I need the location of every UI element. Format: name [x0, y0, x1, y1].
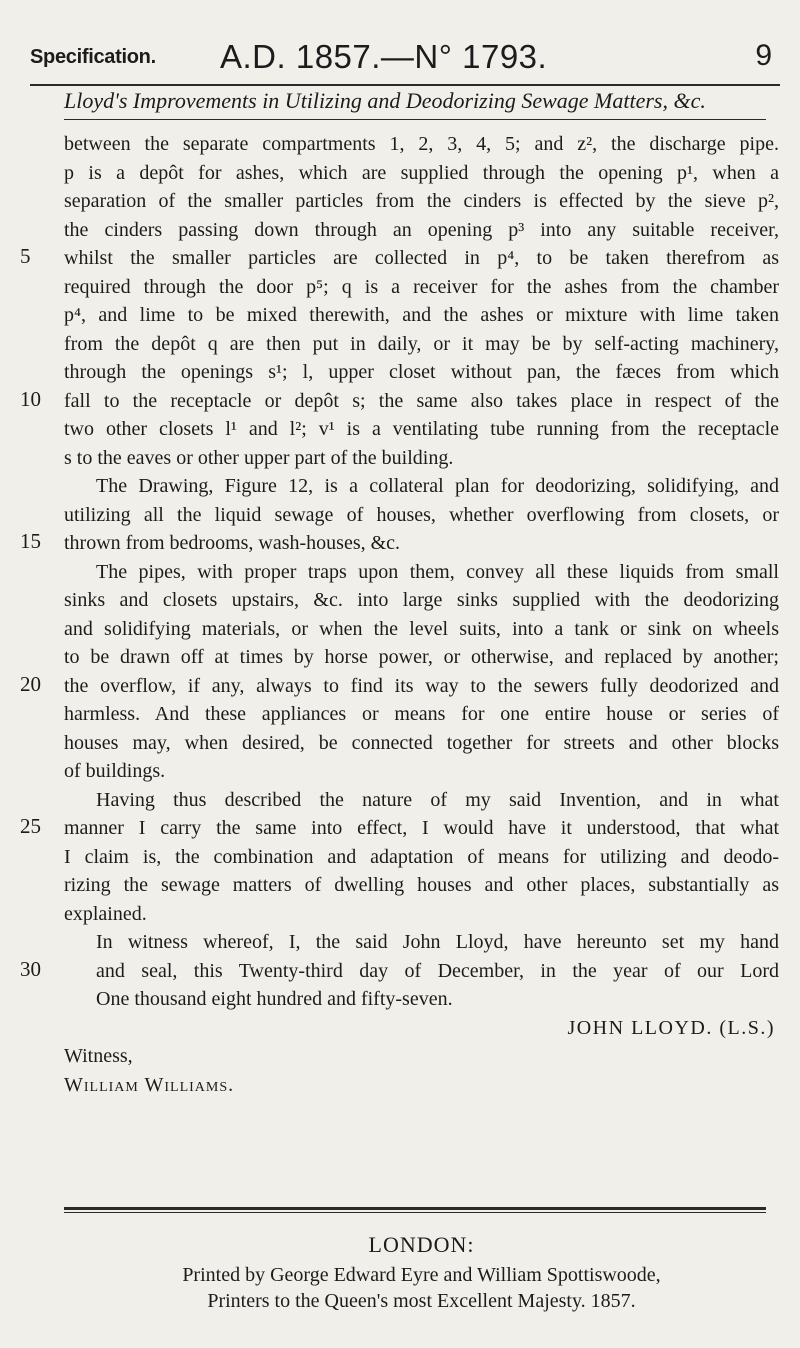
- line-text: from the depôt q are then put in daily, or it may be by self-acting machinery,: [64, 332, 779, 355]
- text-line: [20, 814, 779, 843]
- text-line: [64, 586, 779, 615]
- line-text: sinks and closets upstairs, &c. into large sinks supplied with the deodorizing: [64, 589, 779, 611]
- text-line: [64, 415, 779, 444]
- line-text: whilst the smaller particles are collected in p⁴, to be taken therefrom as: [64, 247, 779, 269]
- line-text: manner I carry the same into effect, I would have it understood, that what: [64, 817, 779, 839]
- header-rule: [30, 84, 780, 86]
- text-line: [64, 900, 779, 929]
- text-line: [64, 985, 779, 1014]
- line-text: The Drawing, Figure 12, is a collateral plan for deodorizing, solidifying, and: [96, 475, 779, 497]
- footer-printed-by: Printed by George Edward Eyre and William Spottiswoode,: [182, 1264, 661, 1286]
- line-text: thrown from bedrooms, wash-houses, &c.: [64, 532, 401, 554]
- line-number: 10: [20, 386, 41, 411]
- text-line: [64, 871, 779, 900]
- text-line: [64, 757, 779, 786]
- line-number: 5: [20, 244, 31, 268]
- text-line: [64, 700, 779, 729]
- line-text: rizing the sewage matters of dwelling houses and other places, substantially as: [64, 874, 779, 896]
- line-text: two other closets l¹ and l²; v¹ is a ventilating tube running from the receptacle: [64, 418, 779, 440]
- line-text: p is a depôt for ashes, which are supplied through the opening p¹, when a: [64, 161, 779, 184]
- text-line: [64, 159, 779, 188]
- line-text: of buildings.: [64, 760, 166, 782]
- text-line: [64, 472, 779, 501]
- text-line: [64, 928, 779, 957]
- line-text: harmless. And these appliances or means for one entire house or series of: [64, 703, 779, 725]
- header-specification-label: Specification.: [30, 46, 156, 68]
- line-number: 20: [20, 671, 41, 696]
- text-line: [64, 615, 779, 644]
- line-text: through the openings s¹; l, upper closet without pan, the fæces from which: [64, 361, 779, 383]
- text-line: [64, 187, 779, 216]
- body-text: [20, 130, 779, 1099]
- line-text: required through the door p⁵; q is a receiver for the ashes from the chamber: [64, 275, 779, 298]
- line-text: One thousand eight hundred and fifty-seven.: [96, 988, 453, 1010]
- text-line: [64, 130, 779, 159]
- text-line: [20, 529, 779, 558]
- line-text: The pipes, with proper traps upon them, convey all these liquids from small: [96, 560, 779, 583]
- text-line: [64, 358, 779, 387]
- witness-name: William Williams.: [64, 1073, 235, 1096]
- text-line: [64, 444, 779, 473]
- witness-label: Witness,: [64, 1045, 133, 1067]
- text-line: [64, 643, 779, 672]
- line-text: fall to the receptacle or depôt s; the same also takes place in respect of the: [64, 389, 779, 412]
- line-number: 30: [20, 956, 41, 981]
- line-text: the cinders passing down through an opening p³ into any suitable receiver,: [64, 218, 779, 241]
- text-line: [64, 729, 779, 758]
- footer-place: LONDON:: [368, 1232, 475, 1257]
- footer-printers: Printers to the Queen's most Excellent Majesty. 1857.: [207, 1290, 636, 1312]
- text-line: [64, 216, 779, 245]
- footer-rule-thick: [64, 1207, 766, 1210]
- line-text: I claim is, the combination and adaptation of means for utilizing and deodo-: [64, 845, 779, 868]
- line-number: 25: [20, 814, 41, 838]
- text-line: [20, 386, 779, 416]
- line-text: and solidifying materials, or when the level suits, into a tank or sink on wheels: [64, 617, 779, 640]
- text-line: [64, 558, 779, 587]
- line-text: and seal, this Twenty-third day of December, in the year of our Lord: [96, 959, 779, 982]
- line-text: p⁴, and lime to be mixed therewith, and the ashes or mixture with lime taken: [64, 304, 779, 326]
- text-line: [64, 330, 779, 359]
- printer-footer: [64, 1232, 779, 1314]
- signature: JOHN LLOYD. (L.S.): [567, 1016, 775, 1039]
- line-number: 15: [20, 529, 41, 553]
- line-text: to be drawn off at times by horse power, or otherwise, and replaced by another;: [64, 646, 779, 668]
- text-line: [64, 501, 779, 530]
- text-line: [64, 301, 779, 330]
- header-title: A.D. 1857.—N° 1793.: [220, 38, 548, 75]
- page-header: [30, 38, 782, 78]
- text-line: [64, 843, 779, 872]
- line-text: between the separate compartments 1, 2, 3, 4, 5; and z², the discharge pipe.: [64, 133, 779, 155]
- line-text: Having thus described the nature of my said Invention, and in what: [96, 788, 779, 811]
- text-line: [64, 273, 779, 302]
- running-title-rule: [64, 119, 766, 120]
- text-line: [64, 786, 779, 815]
- text-line: [20, 671, 779, 701]
- page-number: 9: [755, 39, 772, 72]
- line-text: In witness whereof, I, the said John Lloyd, have hereunto set my hand: [96, 931, 779, 953]
- line-text: utilizing all the liquid sewage of houses, whether overflowing from closets, or: [64, 503, 779, 526]
- line-text: separation of the smaller particles from the cinders is effected by the sieve p²,: [64, 190, 779, 212]
- line-text: s to the eaves or other upper part of the building.: [64, 446, 454, 469]
- line-text: explained.: [64, 902, 147, 925]
- line-text: houses may, when desired, be connected together for streets and other blocks: [64, 731, 779, 754]
- line-text: the overflow, if any, always to find its way to the sewers fully deodorized and: [64, 674, 779, 697]
- running-title: Lloyd's Improvements in Utilizing and Deodorizing Sewage Matters, &c.: [64, 88, 706, 113]
- text-line: [20, 956, 779, 986]
- text-line: [20, 244, 779, 273]
- footer-rule-thin: [64, 1212, 766, 1213]
- text-lines: [20, 130, 779, 1014]
